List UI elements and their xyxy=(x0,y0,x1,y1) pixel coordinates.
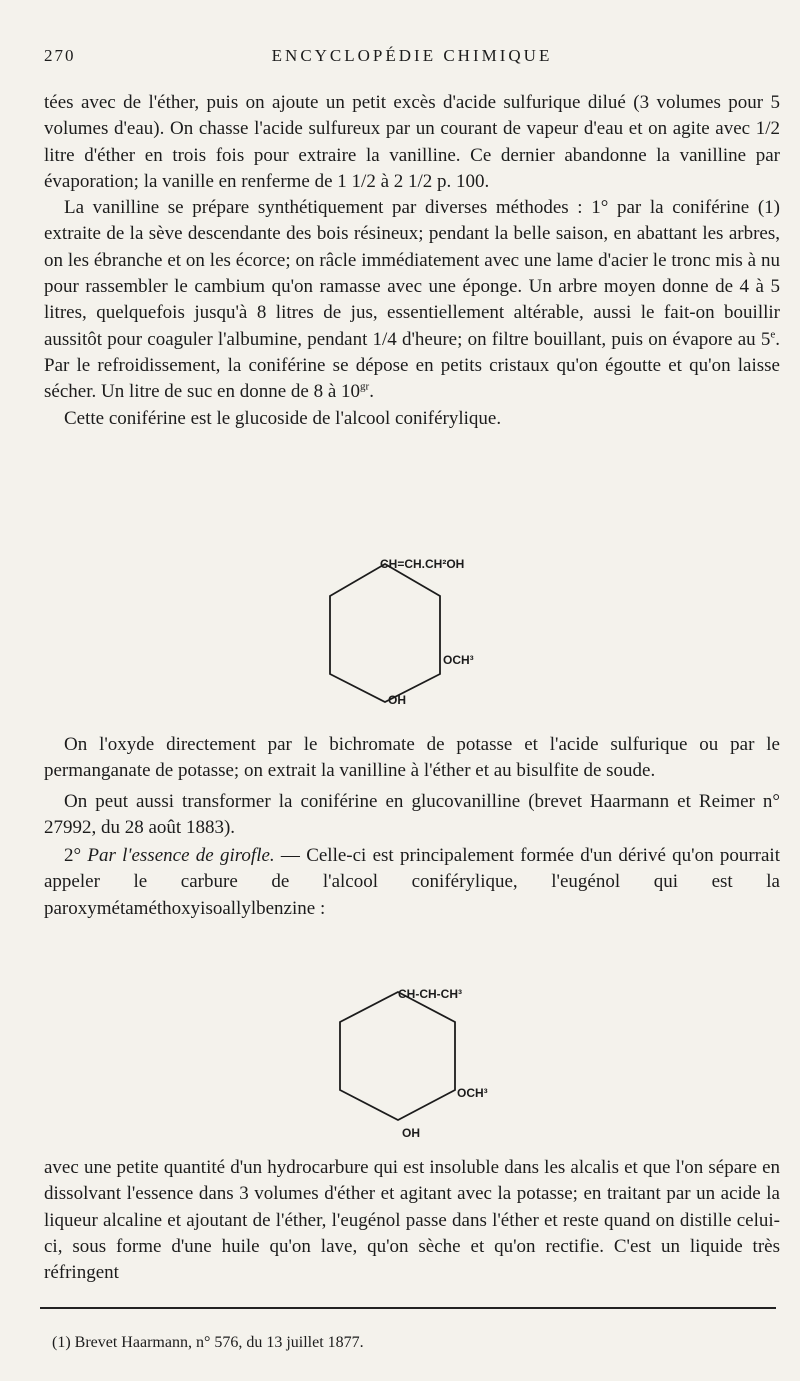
paragraph-5: On peut aussi transformer la coniférine en glucovanilline (brevet Haarmann et Reimer n° 27992, du 28 août 1883). xyxy=(44,790,780,838)
hexagon-diagram-1 xyxy=(310,552,540,712)
benzene-ring xyxy=(330,564,440,702)
page-header xyxy=(44,46,780,72)
hexagon-diagram-2 xyxy=(320,980,550,1140)
substituent-bottom: OH xyxy=(402,1126,420,1140)
paragraph-2: La vanilline se prépare synthétiquement par diverses méthodes : 1° par la coniférine (1) extraite de la sève descendante des bois résineux; pendant la belle saison, en abattant les arbres, on les ébranche et on les écorce; on râcle immédiatement avec une lame d'acier le tronc mis à nu pour rassembler le cambium qu'on ramasse avec une éponge. Un arbre moyen donne de 4 à 5 litres, quelquefois jusqu'à 8 litres de jus, essentiellement altérable, aussi le fait-on bouillir aussitôt pour coaguler l'albumine, pendant 1/4 d'heure; on filtre bouillant, puis on évapore au 5e. Par le refroidissement, la coniférine se dépose en petits cristaux qu'on égoutte et qu'on laisse sécher. Un litre de suc en donne de 8 à $10^{gr}$. xyxy=(44,197,780,403)
coniferyl-alcohol-structure xyxy=(310,552,540,712)
substituent-bottom: OH xyxy=(388,693,406,707)
running-title: ENCYCLOPÉDIE CHIMIQUE xyxy=(271,46,553,65)
footnote-rule xyxy=(40,1307,776,1309)
substituent-top: CH-CH-CH³ xyxy=(398,987,462,1001)
substituent-right: OCH³ xyxy=(443,653,474,667)
substituent-top: CH=CH.CH²OH xyxy=(380,557,465,571)
paragraph-6: 2° Par l'essence de girofle. — Celle-ci est principalement formée d'un dérivé qu'on pourrait appeler le carbure de l'alcool coniférylique, l'eugénol qui est la paroxymétaméthoxyisoallylbenzine : xyxy=(44,845,780,919)
page-number: 270 xyxy=(44,46,76,65)
text-block-2 xyxy=(44,732,780,922)
eugenol-structure xyxy=(320,980,550,1140)
text-block-1 xyxy=(44,90,780,432)
footnote: (1) Brevet Haarmann, n° 576, du 13 juillet 1877. xyxy=(52,1334,364,1351)
paragraph-3: Cette coniférine est le glucoside de l'alcool coniférylique. xyxy=(64,407,502,429)
paragraph-1: tées avec de l'éther, puis on ajoute un petit excès d'acide sulfurique dilué (3 volumes pour 5 volumes d'eau). On chasse l'acide sulfureux par un courant de vapeur d'eau et on agite avec 1/2 litre d'éther en trois fois pour extraire la vanilline. Ce dernier abandonne la vanilline par évaporation; la vanille en renferme de 1 1/2 à 2 1/2 p. 100. xyxy=(44,92,780,192)
paragraph-7: avec une petite quantité d'un hydrocarbure qui est insoluble dans les alcalis et que l'on sépare en dissolvant l'essence dans 3 volumes d'éther et agitant avec la potasse; en traitant par un acide la liqueur alcaline et ajoutant de l'éther, l'eugénol passe dans l'éther et reste quand on distille celui-ci, sous forme d'une huile qu'on lave, qu'on sèche et qu'on rectifie. C'est un liquide très réfringent xyxy=(44,1157,780,1284)
text-block-3 xyxy=(44,1155,780,1286)
benzene-ring xyxy=(340,992,455,1120)
paragraph-4: On l'oxyde directement par le bichromate de potasse et l'acide sulfurique ou par le permanganate de potasse; on extrait la vanilline à l'éther et au bisulfite de soude. xyxy=(44,734,780,782)
substituent-right: OCH³ xyxy=(457,1086,488,1100)
